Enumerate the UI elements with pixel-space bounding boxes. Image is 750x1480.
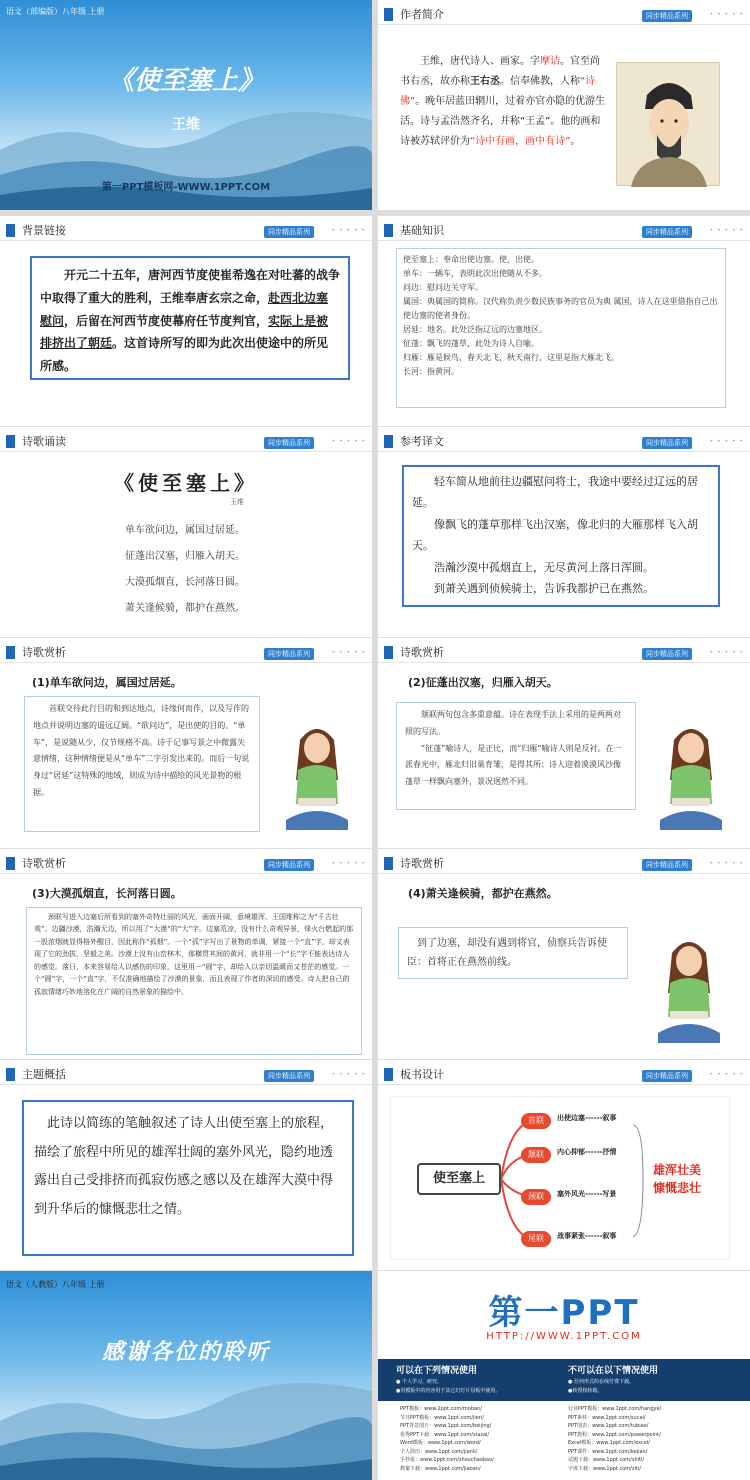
poem-line: 征蓬出汉塞，归雁入胡天。 — [125, 551, 245, 562]
slide-title — [0, 0, 372, 210]
translation-para: 浩瀚沙漠中孤烟直上，无尽黄河上落日浑圆。 — [434, 560, 654, 574]
slide-header: 诗歌诵读 同步精品系列 • • • • • — [0, 427, 372, 453]
analysis-subtitle: (1)单车欲问边，属国过居延。 — [32, 676, 182, 689]
reading-girl-image — [654, 933, 724, 1045]
mind-map-summary: 慷慨悲壮 — [653, 1181, 702, 1195]
license-panel — [378, 1359, 750, 1401]
slide-header: 诗歌赏析 同步精品系列 • • • • • — [0, 638, 372, 664]
slide-analysis-2 — [378, 638, 750, 848]
decor-dots: • • • • • — [709, 11, 744, 18]
slide-heading: 参考译文 — [400, 435, 444, 448]
slide-heading: 背景链接 — [22, 224, 66, 237]
glossary-item: 使至塞上：奉命出使边塞。使，出使。 — [403, 255, 539, 264]
resource-link[interactable]: PPT素材：www.1ppt.com/sucai/ — [568, 1414, 646, 1421]
slide-basic-knowledge — [378, 216, 750, 426]
slide-analysis-4 — [378, 849, 750, 1059]
mountain-scenery — [0, 1271, 372, 1480]
slide-heading: 诗歌赏析 — [22, 857, 66, 870]
cannot-use-item: ● 任何形式的在线付费下载。 — [568, 1379, 634, 1385]
slide-translation — [378, 427, 750, 637]
header-marker — [384, 8, 393, 21]
translation-para: 像飘飞的蓬草那样飞出汉塞，像北归的大雁那样飞入胡天。 — [412, 517, 698, 553]
slide-analysis-1 — [0, 638, 372, 848]
series-badge: 同步精品系列 — [642, 226, 692, 238]
glossary-box — [396, 248, 726, 408]
resource-link[interactable]: 节日PPT模板：www.1ppt.com/jieri/ — [400, 1414, 484, 1421]
slide-header: 板书设计 同步精品系列 • • • • • — [378, 1060, 750, 1086]
series-badge: 同步精品系列 — [642, 648, 692, 660]
glossary-item: 属国：典属国的简称。汉代称负责少数民族事务的官员为典 属国，诗人在这里借指自己出使边塞的使者身份。 — [403, 297, 718, 320]
mind-map-desc: 出使边塞------叙事 — [557, 1114, 617, 1122]
resource-link[interactable]: PPT教程：www.1ppt.com/powerpoint/ — [568, 1431, 661, 1438]
poem-line: 单车欲问边，属国过居延。 — [125, 525, 245, 536]
series-badge: 同步精品系列 — [264, 1070, 314, 1082]
mind-map-node: 颈联 — [521, 1189, 551, 1205]
glossary-item: 居延：地名。此处泛指辽远的边塞地区。 — [403, 325, 547, 334]
translation-para: 轻车简从地前往边疆慰问将士，我途中要经过辽远的居延。 — [412, 475, 698, 510]
slide-background — [0, 216, 372, 426]
ppt-url: HTTP://WWW.1PPT.COM — [486, 1331, 642, 1342]
mind-map-center: 使至塞上 — [417, 1163, 501, 1195]
glossary-item: 单车：一辆车，表明此次出使随从不多。 — [403, 269, 547, 278]
series-badge: 同步精品系列 — [264, 859, 314, 871]
background-text: 开元二十五年，唐河西节度使崔希逸在对吐蕃的战争中取得了重大的胜利，王维奉唐玄宗之命，赴西北边塞慰问，后留在河西节度使幕府任节度判官，实际上是被排挤出了朝廷。这首诗所写的即为此次出使途中的所见所感。 — [40, 268, 341, 374]
analysis-subtitle: (3)大漠孤烟直，长河落日圆。 — [32, 887, 182, 900]
slide-board-design — [378, 1060, 750, 1270]
resource-link[interactable]: 试题下载：www.1ppt.com/shiti/ — [568, 1457, 645, 1463]
analysis-text: 首联交待此行目的和到达地点，诗缘何而作，以及写作的地点并说明边塞的遥远辽阔。“欲问边”，是出使的目的。“单车”，是说随从少，仪节规格不高。诗于记事写景之中微露失意情绪，这种情绪便是从“单车”二字引发出来的。而后一句说身过“居延”这特殊的地域，则成为诗中描绘的风光景物的根据。 — [33, 704, 250, 797]
glossary-item: 征蓬：飘飞的蓬草，此处为诗人自喻。 — [403, 339, 539, 348]
site-label: 第一PPT模板网-WWW.1PPT.COM — [101, 182, 271, 193]
grade-label: 语文（人教版）八年级 上册 — [6, 1280, 105, 1289]
analysis-text: 到了边塞，却没有遇到将官，侦察兵告诉使臣：首将正在燕然前线。 — [407, 938, 607, 968]
poem-line: 萧关逢候骑，都护在燕然。 — [125, 603, 245, 614]
glossary-item: 问边：慰问边关守军。 — [403, 283, 483, 292]
slide-theme-summary — [0, 1060, 372, 1270]
mind-map-desc: 战事紧张------叙事 — [557, 1232, 617, 1240]
series-badge: 同步精品系列 — [642, 1070, 692, 1082]
slide-heading: 诗歌赏析 — [22, 646, 66, 659]
series-badge: 同步精品系列 — [642, 859, 692, 871]
slide-license — [378, 1271, 750, 1480]
slide-heading: 诗歌赏析 — [400, 646, 444, 659]
analysis-text: 颈联写进入边塞后所看到的塞外奇特壮丽的风光，画面开阔，意境雄浑，王国维称之为“千古壮观”。边疆沙漠，浩瀚无边，所以用了“大漠”的“大”字。边塞荒凉，没有什么奇观异景，烽火台燃起的那一股浓烟就显得格外醒目，因此称作“孤烟”。一个“孤”字写出了景物的单调，紧接一个“直”字，却又表现了它的劲拔、坚毅之美。沙漠上没有山峦林木，那横贯其间的黄河，就非用一个“长”字不能表达诗人的感觉。落日，本来容易给人以感伤的印象，这里用一“圆”字，却给人以亲切温暖而又苍茫的感觉。一个“圆”字，一个“直”字，不仅准确地描绘了沙漠的景象，而且表现了作者的深切的感受。诗人把自己的孤寂情绪巧妙地溶化在广阔的自然景象的描绘中。 — [34, 913, 354, 996]
links-left — [400, 1405, 494, 1473]
slide-header: 背景链接 同步精品系列 • • • • • — [0, 216, 372, 242]
slide-heading: 诗歌诵读 — [22, 435, 66, 448]
cannot-use-item: ●转授权转载。 — [568, 1388, 603, 1394]
series-badge: 同步精品系列 — [264, 648, 314, 660]
translation-textbox — [402, 465, 720, 607]
resource-link[interactable]: 教案下载：www.1ppt.com/jiaoan/ — [400, 1465, 481, 1472]
analysis-box — [398, 927, 628, 979]
reading-girl-image — [656, 720, 726, 832]
slide-heading: 作者简介 — [400, 8, 444, 21]
resource-link[interactable]: 字体下载：www.1ppt.com/ziti/ — [568, 1465, 641, 1472]
links-right — [568, 1405, 661, 1473]
slide-heading: 板书设计 — [400, 1068, 444, 1081]
poem-title: 《使至塞上》 — [114, 471, 258, 495]
theme-textbox — [22, 1100, 354, 1256]
series-badge: 同步精品系列 — [642, 437, 692, 449]
slide-analysis-3 — [0, 849, 372, 1059]
resource-link[interactable]: Excel模板：www.1ppt.com/excel/ — [568, 1440, 650, 1446]
analysis-para: 颔联两句包含多重意蕴。诗在表现手法上采用的是两两对照的写法。 — [405, 710, 621, 736]
mind-map — [390, 1096, 730, 1260]
poem-author: 王维 — [230, 498, 244, 506]
resource-link[interactable]: 行业PPT模板：www.1ppt.com/hangye/ — [568, 1406, 662, 1412]
author-bio: 王维，唐代诗人、画家。字摩诘。官至尚书右丞，故亦称王右丞。信奉佛教，人称“诗佛”。晚年居蓝田辋川，过着亦官亦隐的优游生活。诗与孟浩然齐名，并称“王孟”。他的画和诗被苏轼评价为“诗中有画，画中有诗”。 — [400, 56, 606, 147]
mind-map-node: 首联 — [521, 1113, 551, 1129]
slide-heading: 主题概括 — [22, 1068, 66, 1081]
resource-link[interactable]: 优秀PPT下载：www.1ppt.com/xiazai/ — [400, 1431, 490, 1438]
theme-text: 此诗以简练的笔触叙述了诗人出使至塞上的旅程，描绘了旅程中所见的雄浑壮阔的塞外风光，隐约地透露出自己受排挤而孤寂伤感之感以及在雄浑大漠中得到升华后的慷慨悲壮之情。 — [34, 1116, 334, 1217]
lesson-author: 王维 — [172, 117, 200, 133]
series-badge: 同步精品系列 — [642, 10, 692, 22]
analysis-box — [26, 907, 362, 1055]
analysis-box — [396, 702, 636, 810]
glossary-item: 归雁：雁是候鸟，春天北飞，秋天南行，这里是指大雁北飞。 — [403, 353, 619, 362]
analysis-box — [24, 696, 260, 832]
cannot-use-title: 不可以在以下情况使用 — [568, 1366, 659, 1376]
can-use-item: ●用模板中的内容用于其它幻灯片母板中使用。 — [396, 1388, 501, 1394]
slide-thanks — [0, 1271, 372, 1480]
mind-map-node: 颔联 — [521, 1147, 551, 1163]
resource-link[interactable]: 个人简历：www.1ppt.com/jianli/ — [400, 1448, 478, 1455]
mind-map-node: 尾联 — [521, 1231, 551, 1247]
slide-header: 主题概括 同步精品系列 • • • • • — [0, 1060, 372, 1086]
series-badge: 同步精品系列 — [264, 226, 314, 238]
ppt-logo: 第一PPT — [488, 1293, 640, 1333]
slide-header: 诗歌赏析 同步精品系列 • • • • • — [378, 638, 750, 664]
glossary-item: 长河：指黄河。 — [403, 367, 459, 376]
poem-line: 大漠孤烟直，长河落日圆。 — [125, 577, 245, 588]
resource-link[interactable]: PPT图表：www.1ppt.com/tubiao/ — [568, 1423, 649, 1429]
mind-map-summary: 雄浑壮美 — [653, 1163, 702, 1177]
portrait-image — [616, 62, 720, 186]
analysis-para: “征蓬”喻诗人，是正比，而“归雁”喻诗人则是反衬。在一派春光中，雁北归旧巢育雏，是得其所；诗人迎着漠漠风沙像蓬草一样飘向塞外，景况迥然不同。 — [405, 743, 622, 787]
series-badge: 同步精品系列 — [264, 437, 314, 449]
slide-author-intro — [378, 0, 750, 210]
lesson-title: 《使至塞上》 — [107, 66, 264, 96]
slide-header: 参考译文 同步精品系列 • • • • • — [378, 427, 750, 453]
slide-header: 诗歌赏析 同步精品系列 • • • • • — [0, 849, 372, 875]
analysis-subtitle: (4)萧关逢候骑，都护在燕然。 — [408, 887, 558, 900]
analysis-subtitle: (2)征蓬出汉塞，归雁入胡天。 — [408, 676, 558, 689]
resource-link[interactable]: PPT课件：www.1ppt.com/kejian/ — [568, 1448, 648, 1455]
resource-link[interactable]: Word模板：www.1ppt.com/word/ — [400, 1440, 481, 1446]
resource-link[interactable]: PPT模板：www.1ppt.com/moban/ — [400, 1406, 482, 1412]
reading-girl-image — [282, 720, 352, 832]
can-use-item: ● 个人学习、研究。 — [396, 1379, 442, 1385]
mind-map-desc: 内心抑郁------抒情 — [557, 1148, 617, 1156]
resource-link[interactable]: 手抄报：www.1ppt.com/shouchaobao/ — [400, 1457, 494, 1463]
grade-label: 语文（部编版）八年级 上册 — [6, 7, 105, 16]
slide-heading: 诗歌赏析 — [400, 857, 444, 870]
can-use-title: 可以在下列情况使用 — [396, 1366, 478, 1376]
slide-heading: 基础知识 — [400, 224, 444, 237]
slide-header: 基础知识 同步精品系列 • • • • • — [378, 216, 750, 242]
resource-link[interactable]: PPT背景图片：www.1ppt.com/beijing/ — [400, 1423, 492, 1429]
translation-para: 到萧关遇到侦候骑士，告诉我都护已在燕然。 — [434, 582, 654, 596]
slide-header — [378, 0, 750, 26]
slide-recitation — [0, 427, 372, 637]
thanks-text: 感谢各位的聆听 — [101, 1340, 270, 1365]
background-textbox — [30, 256, 350, 380]
slide-header: 诗歌赏析 同步精品系列 • • • • • — [378, 849, 750, 875]
mind-map-desc: 塞外风光------写景 — [557, 1190, 617, 1198]
